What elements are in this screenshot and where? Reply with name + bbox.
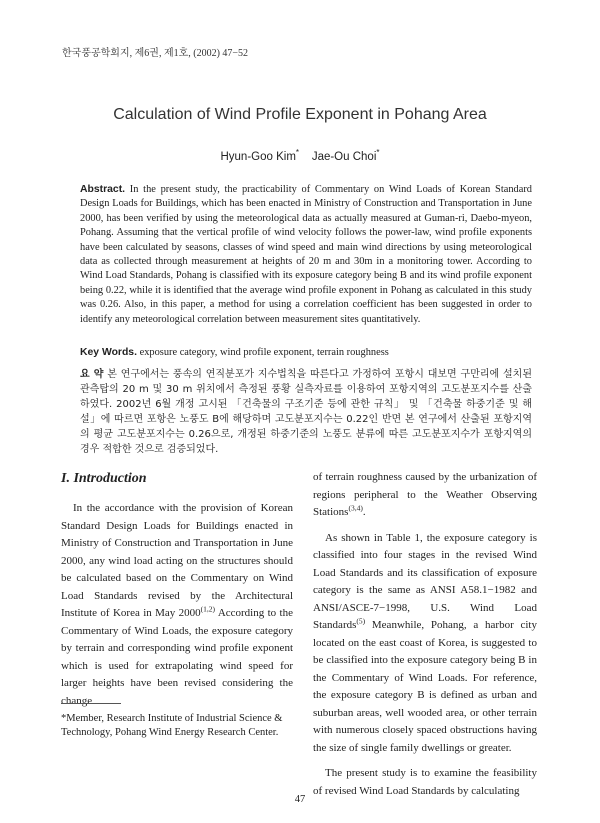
author-name: Hyun-Goo Kim [220,150,296,163]
author-name: Jae-Ou Choi [311,150,377,163]
abstract-label: Abstract. [80,184,126,195]
author-mark: * [376,148,380,157]
right-column [313,469,537,800]
keywords-text: exposure category, wind profile exponent, terrain roughness [139,347,389,358]
continuation-text: . [362,506,366,518]
korean-abstract [80,367,532,457]
intro-paragraph-text: According to the Commentary of Wind Loads, the exposure category by terrain and corresponding wind profile exponent which is used for extrapolating wind speed for larger heights have been revised considering the change [61,607,293,707]
abstract [80,183,532,327]
paragraph-text: As shown in Table 1, the exposure category is classified into four stages in the revised Wind Load Standards and its classification of exposure category is the same as ANSI A58.1−1982 and ANSI/ASCE-7−1998, U.S. Wind Load Standards [313,531,537,631]
keywords [80,346,532,360]
intro-paragraph [61,500,293,710]
korean-abstract-text: 본 연구에서는 풍속의 연직분포가 지수법칙을 따른다고 가정하여 포항시 대보면 구만리에 설치된 관측탑의 20 m 및 30 m 위치에서 측정된 풍황 실측자료를 이용하여 포항지역의 고도분포지수를 산출하였다. 2002년 6월 개정 고시된 「건축물의 구조기준 등에 관한 규칙」 및 「건축물 하중기준 및 해설」에 따르면 포항은 노풍도 B에 해당하며 고도분포지수는 0.22인 반면 본 연구에서 산출된 포항지역의 평균 고도분포지수는 0.26으로, 개정된 하중기준의 노풍도 분류에 따른 고도분포지수가 포항지역의 경우 적합한 것으로 검증되었다. [80,369,532,455]
korean-abstract-label: 요 약 [80,369,104,380]
left-column [61,470,293,710]
intro-paragraph-3: The present study is to examine the feasibility of revised Wind Load Standards by calculating [313,767,537,797]
citation-ref: (3,4) [348,503,363,513]
paper-title: Calculation of Wind Profile Exponent in Pohang Area [113,106,487,123]
intro-continuation [313,469,537,522]
author-line [0,148,600,163]
intro-paragraph-2 [313,530,537,758]
citation-ref: (5) [356,616,366,626]
citation-ref: (1,2) [200,604,216,614]
footnote: *Member, Research Institute of Industrial Science & Technology, Pohang Wind Energy Research Center. [61,713,283,738]
section-heading: I. Introduction [61,471,147,486]
continuation-text: of terrain roughness caused by the urbanization of regions peripheral to the Weather Observing Stations [313,471,537,518]
paragraph-text: Meanwhile, Pohang, a harbor city located on the east coast of Korea, is suggested to be classified into the exposure category being B in the Commentary of Wind Loads. For reference, the exposure category B is defined as urban and suburban areas, well wooded area, or other terrain with numerous closely spaced obstructions having the size of single family dwellings or greater. [313,619,537,754]
journal-citation: 한국풍공학회지, 제6권, 제1호, (2002) 47−52 [62,48,249,59]
footnote-divider [61,703,121,704]
abstract-text: In the present study, the practicability of Commentary on Wind Loads of Korean Standard Design Loads for Buildings, which has been enacted in Ministry of Construction and Transportation in June 2000, has been verified by using the meteorological data as actually measured at Guman-ri, Daebo-myeon, Pohang. Assuming that the vertical profile of wind velocity follows the power-law, wind profile exponents have been calculated by seasons, classes of wind speed and main wind directions by using meteorological data as collected through measurement at heights of 20 m and 30m in a monitoring tower. According to Wind Load Standards, Pohang is classified with its exposure category being B and its wind profile exponent being 0.22, while it is identified that the average wind profile exponent in Pohang as calculated in this study was 0.26. Also, in this paper, a method for using a correlation coefficient has been suggested in order to identify any meteorological correlation between measurement sites quantitatively. [80,184,532,325]
page-number: 47 [294,794,306,805]
keywords-label: Key Words. [80,347,137,358]
intro-paragraph-text: In the accordance with the provision of Korean Standard Design Loads for Buildings enacted in Ministry of Construction and Transportation in June 2000, any wind load acting on the structures should be calculated based on the Commentary on Wind Load Standards revised by the Architectural Institute of Korea in May 2000 [61,502,293,619]
author-mark: * [295,148,300,157]
